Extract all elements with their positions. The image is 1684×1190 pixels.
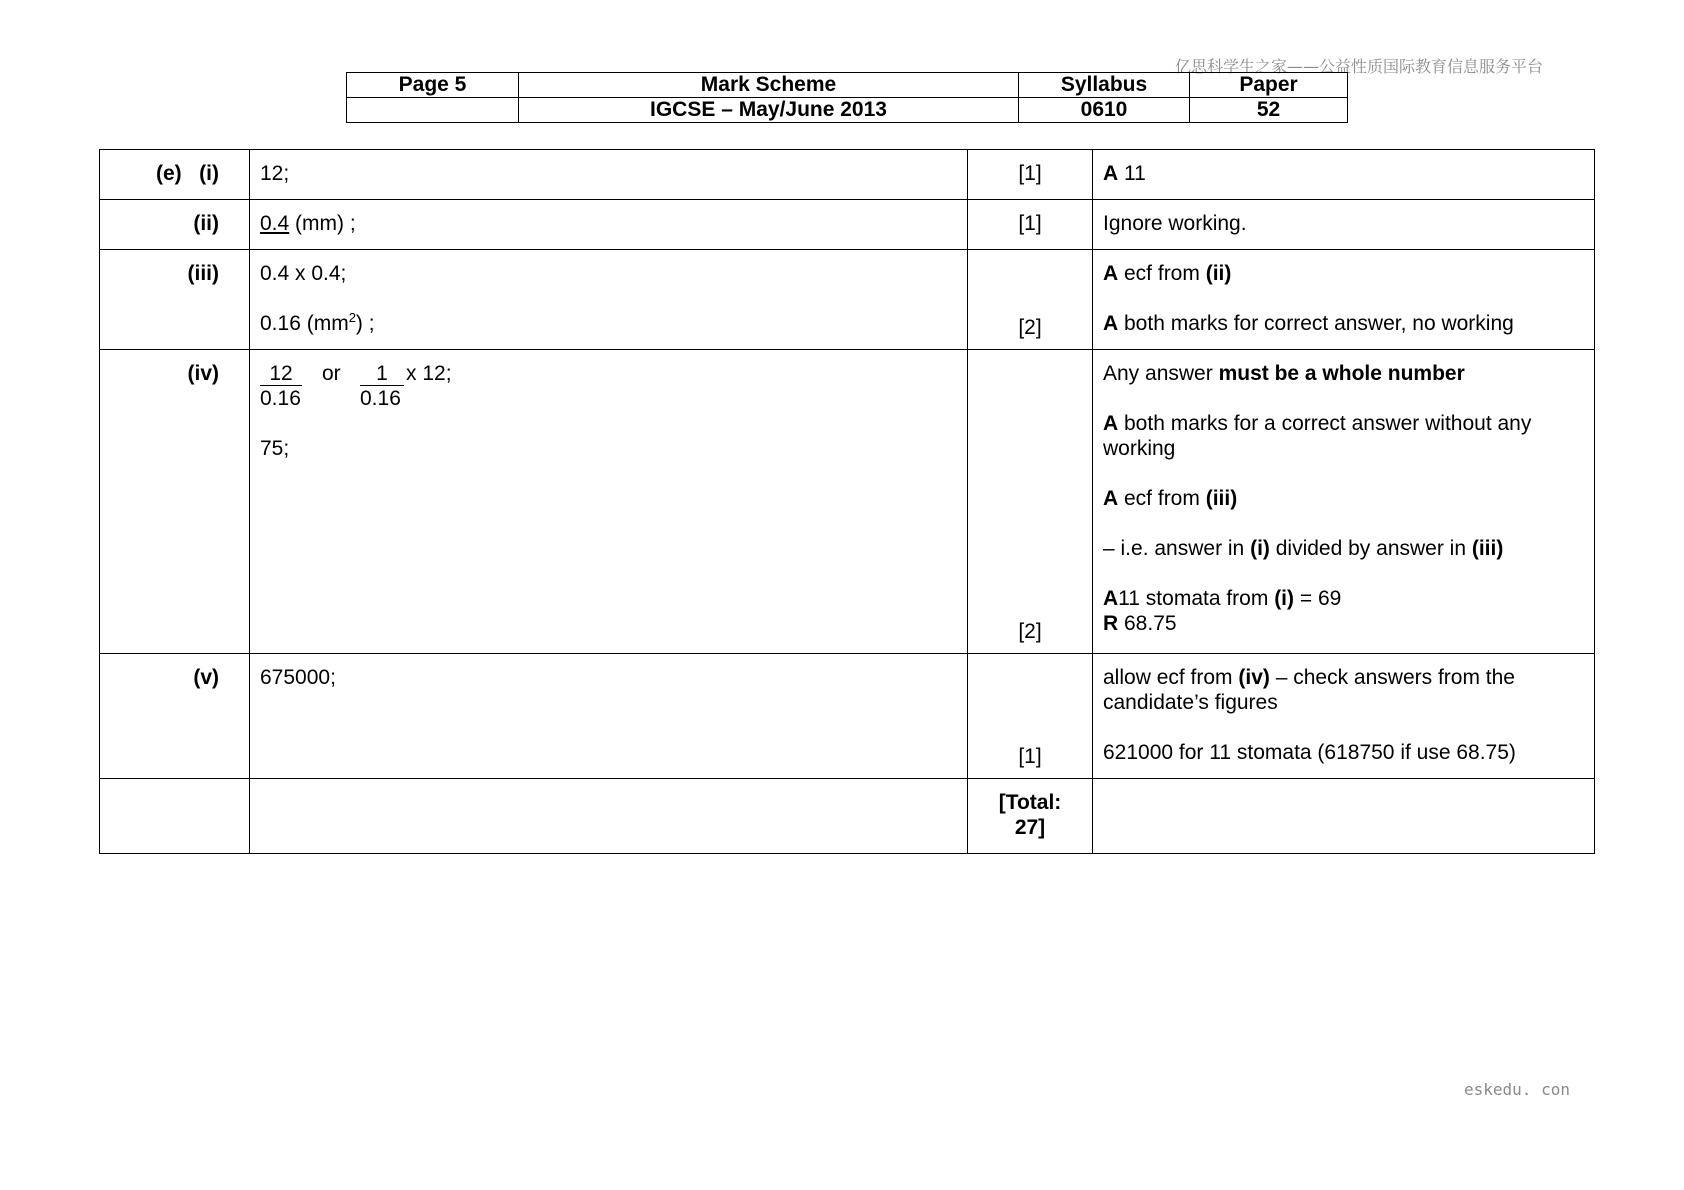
- answer-cell: [250, 779, 968, 854]
- header-exam: IGCSE – May/June 2013: [519, 98, 1019, 123]
- guidance-cell: Ignore working.: [1093, 200, 1595, 250]
- table-row: [100, 350, 1595, 654]
- guidance-cell: [1093, 779, 1595, 854]
- watermark-bottom: eskedu. con: [1464, 1080, 1570, 1099]
- header-empty: [347, 98, 519, 123]
- header-syllabus-label: Syllabus: [1019, 73, 1190, 98]
- question-number: [100, 779, 250, 854]
- header-paper-label: Paper: [1190, 73, 1348, 98]
- header-syllabus: 0610: [1019, 98, 1190, 123]
- question-number: (ii): [100, 200, 250, 250]
- question-number: (iv): [100, 350, 250, 654]
- answer-cell: 12 0.16 or 1 0.16 x 12; 75;: [250, 350, 968, 654]
- mark-cell: [2]: [968, 250, 1093, 350]
- mark-scheme-table: [99, 149, 1595, 854]
- answer-cell: 12;: [250, 150, 968, 200]
- question-number: (v): [100, 654, 250, 779]
- question-number: (iii): [100, 250, 250, 350]
- mark-cell: [1]: [968, 150, 1093, 200]
- mark-cell: [1]: [968, 654, 1093, 779]
- table-row: [100, 779, 1595, 854]
- answer-cell: 675000;: [250, 654, 968, 779]
- table-row: [100, 200, 1595, 250]
- header-table: [346, 72, 1348, 123]
- header-paper: 52: [1190, 98, 1348, 123]
- question-number: (e) (i): [100, 150, 250, 200]
- header-page: Page 5: [347, 73, 519, 98]
- guidance-cell: A 11: [1093, 150, 1595, 200]
- table-row: [100, 654, 1595, 779]
- answer-cell: 0.4 x 0.4; 0.16 $(mm^2)$ ;: [250, 250, 968, 350]
- total-cell: [Total: 27]: [968, 779, 1093, 854]
- table-row: [100, 150, 1595, 200]
- guidance-cell: allow ecf from (iv) – check answers from the candidate’s figures 621000 for 11 stomata (618750 if use 68.75): [1093, 654, 1595, 779]
- mark-cell: [2]: [968, 350, 1093, 654]
- answer-cell: 0.4 (mm) ;: [250, 200, 968, 250]
- fraction-expression: 12 0.16 or 1 0.16 x 12;: [260, 362, 452, 410]
- mark-cell: [1]: [968, 200, 1093, 250]
- guidance-cell: Any answer must be a whole number A both marks for a correct answer without any working A ecf from (iii) – i.e. answer in (i) divided by answer in (iii) A11 stomata from (i) = 69 R 68.75: [1093, 350, 1595, 654]
- table-row: [100, 250, 1595, 350]
- guidance-cell: A ecf from (ii) A both marks for correct answer, no working: [1093, 250, 1595, 350]
- header-mark-scheme: Mark Scheme: [519, 73, 1019, 98]
- watermark-top: 亿思科学生之家——公益性质国际教育信息服务平台: [1175, 57, 1544, 76]
